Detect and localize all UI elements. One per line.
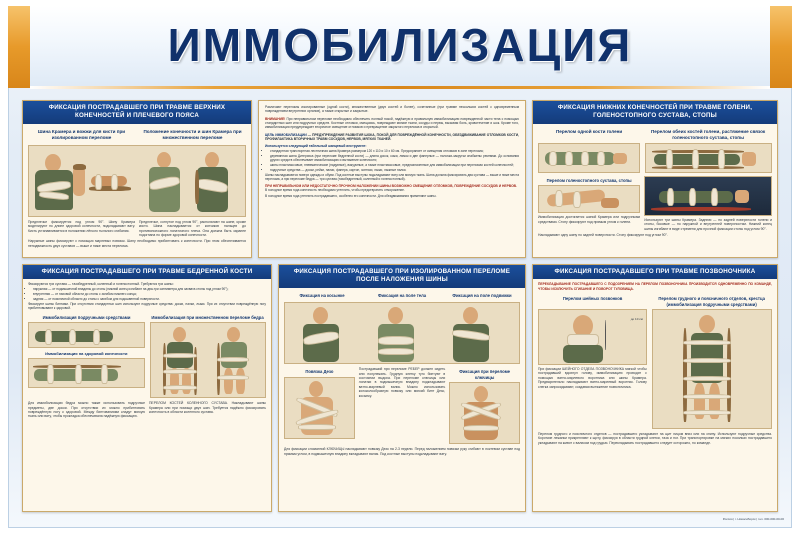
general-rules-list (265, 149, 519, 172)
panel-lower-limb-title: ФИКСАЦИЯ НИЖНИХ КОНЕЧНОСТЕЙ ПРИ ТРАВМЕ ГОЛЕНИ, ГОЛЕНОСТОПНОГО СУСТАВА, СТОПЫ (533, 101, 777, 124)
panel-upper-limb-title: ФИКСАЦИЯ ПОСТРАДАВШЕГО ПРИ ТРАВМЕ ВЕРХНИХ КОНЕЧНОСТЕЙ И ПЛЕЧЕВОГО ПОЯСА (23, 101, 251, 124)
ribs-illustration-top (284, 302, 520, 364)
upper-limb-caption-left: Предплечье фиксируется под углом 90°. Шину Крамера моделируют по длине здоровой конечности, подкладывают вату. Кисть устанавливается в положении лёгкого тыльного сгибания. (28, 219, 135, 233)
general-warning2-title: ПРИ НЕПРАВИЛЬНОМ ИЛИ НЕДОСТАТОЧНО ПРОЧНОМ НАЛОЖЕНИИ ШИНЫ ВОЗМОЖНО СМЕЩЕНИЕ ОТЛОМКОВ, ПОВРЕЖДЕНИЕ СОСУДОВ И НЕРВОВ. (265, 183, 517, 188)
femur-intro: Фиксируются три сустава — тазобедренный, коленный и голеностопный. Требуются три шины: (28, 282, 174, 287)
lower-limb-caption-c: Иммобилизация достигается шиной Крамера или подручными средствами. Стопу фиксируют под прямым углом к голени. (538, 215, 641, 224)
femur-item: • наружная — от подмышечной впадины до стопы (нижний конец изгибают на два-три сантиметра для захвата стопы под углом 90°); (33, 287, 266, 291)
upper-limb-caption-right: Предплечье, согнутое под углом 90°, располагают на шине, кроме кисти. Шина накладывается от кончиков пальцев до противоположного лопаточного плеча. Она должна быть заранее подогнана по форме здоровой конечности. (139, 219, 246, 237)
lower-limb-sub-c: Перелом голеностопного сустава, стопы (546, 177, 632, 183)
panel-spine (532, 264, 778, 512)
femur-item: • задняя — от поясничной области до стопы с загибом для подошвенной поверхности. (33, 297, 266, 301)
lower-limb-caption-b: Используют три шины Крамера. Заднюю — по задней поверхности голени и стопы, боковые — по наружной и внутренней поверхностям. Нижний конец шины изгибают в виде стремени для прочной фиксации стопы под углом 90°. (644, 217, 772, 231)
title-divider (30, 86, 770, 89)
footer-stamp: Россия | г. Новосибирск | тел. 000-000-00-00 (722, 517, 784, 522)
panel-general-info (258, 100, 526, 258)
lower-limb-illustration-c (538, 185, 640, 213)
general-warning2-text: В холодное время года конечность необходимо утеплить, чтобы предотвратить отморожение. (265, 188, 405, 193)
general-goal-text: — ПРЕДУПРЕЖДЕНИЕ РАЗВИТИЯ ШОКА, ПОКОЙ ДЛЯ ПОВРЕЖДЁННОЙ КОНЕЧНОСТИ, ОБЕЗДВИЖИВАНИЕ ОТЛОМКОВ КОСТИ, ПРОФИЛАКТИКА ВТОРИЧНЫХ ТРАВМ СОСУДОВ, НЕРВОВ, МЯГКИХ ТКАНЕЙ. (265, 132, 519, 142)
spine-warning: ПЕРЕКЛАДЫВАНИЕ ПОСТРАДАВШЕГО С ПОДОЗРЕНИЕМ НА ПЕРЕЛОМ ПОЗВОНОЧНИКА ПРОИЗВОДИТСЯ ОДНОВРЕМЕННО ПО КОМАНДЕ, ЧТОБЫ ИСКЛЮЧИТЬ СГИБАНИЕ И ПОВОРОТ ТУЛОВИЩА. (538, 282, 772, 291)
ribs-sub-d: Повязка Дезо (305, 369, 334, 375)
ribs-caption: Пострадавший при переломе РЕБЕР должен сидеть или полулежать. Грудную клетку туго бинтуют в состоянии выдоха. При переломе ключицы или лопатки в подмышечную впадину подкладывают ватно-марлевый валик. Можно использовать колоколообразную повязку или мягкий бинт Дезо, косынку. (358, 367, 446, 398)
spine-illustration-back (652, 309, 772, 429)
general-goal-title: ЦЕЛЬ ИММОБИЛИЗАЦИИ (265, 132, 307, 137)
upper-limb-illustration (28, 145, 246, 217)
ribs-sub-b: Фиксация на поле тела (377, 292, 427, 298)
spine-sub-b: Перелом грудного и поясничного отделов, крестца (иммобилизация подручными средствами) (658, 296, 765, 307)
spine-caption-a: При фиксации ШЕЙНОГО ОТДЕЛА ПОЗВОНОЧНИКА мягкой чтобы пострадавший вдохнул голову, иммобилизацию проводят с помощью ватно-марлевого воротника или шины Крамера. Предварительно накладывают ватно-марлевый воротник. Голову слегка запрокидывают, создавая вытяжение позвоночника. (538, 366, 647, 389)
femur-illustration-3 (28, 358, 145, 388)
spine-dimension-label: до 10 см (630, 316, 643, 321)
general-rule-item: • стандартная транспортная лестничная шина Крамера размером 120 х 110 и 10 х 60 см. Предохраняет от смещения отломков в зоне перелома; (270, 149, 519, 153)
general-rules-title: Используется следующий табельный шанцевый инструмент: (265, 144, 367, 149)
panel-upper-limb (22, 100, 252, 258)
panel-ribs (278, 264, 526, 512)
panel-lower-limb (532, 100, 778, 258)
femur-items (28, 287, 266, 301)
femur-illustration-1 (28, 322, 145, 348)
general-rules-note: Шины накладываются поверх одежды и обуви. Под костные выступы подкладывают вату или мягкую ткань. Шина должна фиксировать два сустава — выше и ниже места перелома, а при переломе бедра — три сустава (тазобедренный, коленный и голеностопный). (265, 172, 519, 181)
spine-caption-b: Перелом грудного и поясничного отделов — пострадавшего укладывают на щит лицом вниз или на спину. Используют подручные средства. Короткие лежанки прикрепляют к щиту, фиксируя в области грудной клетки, таза и ног. При транспортировке на мягких носилках пострадавшего укладывают на живот с валиком под грудью. Перекладывать пострадавшего следует осторожно, по команде. (538, 431, 772, 445)
ribs-caption-clavicle: Для фиксации сломанной КЛЮЧИЦЫ накладывают повязку Дезо на 2-3 недели. Перед наложением повязки руку сгибают в локтевом суставе под прямым углом, в подмышечную впадину вкладывают валик. Под костные выступы подкладывают вату. (284, 447, 520, 456)
lower-limb-illustration-d (644, 176, 772, 216)
general-final-note: В холодное время года утеплить пострадавшего, особенно его конечности. Для обездвиживания применяют шины. (265, 194, 437, 199)
page-title: ИММОБИЛИЗАЦИЯ (167, 19, 633, 71)
upper-limb-sub-left: Шина Крамера и вожжи для кисти при изолированном переломе (37, 128, 126, 140)
ribs-sub-c: Фиксация на поле подвижки (452, 292, 512, 298)
panel-femur (22, 264, 272, 512)
upper-limb-sub-right: Положение конечности и шин Крамера при множественном переломе (143, 128, 242, 140)
general-rule-item: • деревянная шина Дитерихса (при переломе бедренной кости) — длина досок, кожи, лямок и две фанерные — палочки-закрутки снабжены ремнями. До основания других средств обеспечивает иммобилизацию и вытяжение конечности; (270, 154, 519, 162)
general-rule-item: • подручные средства — доски, рейки, палки, фанера, картон, зонтики, лыжи, лыжные палки. (270, 168, 519, 172)
spine-sub-a: Перелом шейных позвонков (562, 296, 623, 302)
lower-limb-illustration-a (538, 143, 640, 173)
femur-item: • внутренняя — от паховой области до стопы с загибом нижнего конца; (33, 292, 266, 296)
general-warning-title: ВНИМАНИЕ! (265, 116, 286, 121)
upper-limb-caption-bottom: Наружные шины фиксируют с помощью марлевых повязок. Шину необходимо прибинтовать к конечности. При этом обеспечивается неподвижность двух суставов — выше и ниже места перелома. (28, 239, 246, 248)
panel-ribs-title: ФИКСАЦИЯ ПОСТРАДАВШЕГО ПРИ ИЗОЛИРОВАННОМ ПЕРЕЛОМЕ ПОСЛЕ НАЛОЖЕНИЯ ШИНЫ (279, 265, 525, 288)
lower-limb-sub-b: Перелом обеих костей голени, растяжение связок голеностопного сустава, стопы (651, 128, 766, 140)
general-body-1: Различают переломы изолированные (одной кости), множественные (двух костей и более), сочетанные (при травме нескольких костей с одновременным повреждением внутренних органов), а также открытые и закрытые. (265, 105, 519, 114)
ribs-sub-a: Фиксация на косынке (299, 292, 345, 298)
femur-sub-3: Иммобилизация на здоровой конечности (45, 351, 128, 357)
femur-caption-1: Для иммобилизации бедра можно также использовать подручные предметы, две доски. При отсутствии их можно прибинтовать повреждённую ногу к здоровой. Между бинтованиями кладут мягкую ткань или вату, чтобы прокладка обеспечивала надёжную фиксацию. (28, 401, 145, 419)
ribs-illustration-dezo (284, 377, 355, 439)
ribs-illustration-clavicle (449, 382, 520, 444)
femur-sub-2: Иммобилизация при множественном переломе бедра (151, 314, 264, 320)
general-warning-text: При неправильном переломе необходимо обеспечить полный покой, надёжную и правильную иммобилизацию поврежденной части тела с помощью стандартных шин или подручных средств. Костные отломки, смещаясь, повреждают мягкие ткани, сосуды и нервы, вызывая боль, кровотечение и шок. Кроме того, иммобилизация предупреждает вторичное смещение отломков и превращение закрытого перелома в открытый. (265, 116, 519, 130)
femur-illustration-2 (150, 322, 267, 398)
lower-limb-illustration-b (645, 143, 772, 173)
spine-illustration-neck (538, 309, 647, 365)
panel-femur-title: ФИКСАЦИЯ ПОСТРАДАВШЕГО ПРИ ТРАВМЕ БЕДРЕННОЙ КОСТИ (23, 265, 271, 279)
femur-sub-1: Иммобилизация подручными средствами (42, 314, 131, 320)
panel-spine-title: ФИКСАЦИЯ ПОСТРАДАВШЕГО ПРИ ТРАВМЕ ПОЗВОНОЧНИКА (533, 265, 777, 279)
general-rule-item: • шины пластмассовые, пневматические (надувные), вакуумные, а также пластмассовые, предназначенные для иммобилизации при переломах костей конечностей; (270, 163, 519, 167)
ribs-sub-e: Фиксация при переломе ключицы (459, 369, 511, 380)
lower-limb-sub-a: Перелом одной кости голени (555, 128, 623, 134)
lower-limb-caption-a: Накладывают одну шину по задней поверхности. Стопу фиксируют под углом 90°. (538, 232, 668, 237)
femur-note: Фиксируют шины бинтами. При отсутствии стандартных шин используют подручные средства: доски, палки, лыжи. При их отсутствии повреждённую ногу прибинтовывают к здоровой. (28, 301, 266, 310)
femur-caption-2: ПЕРЕЛОМ КОСТЕЙ КОЛЕННОГО СУСТАВА. Накладывают шины Крамера или при помощи двух шин. Требуется надёжно фиксировать конечность в области коленного сустава. (149, 401, 266, 414)
